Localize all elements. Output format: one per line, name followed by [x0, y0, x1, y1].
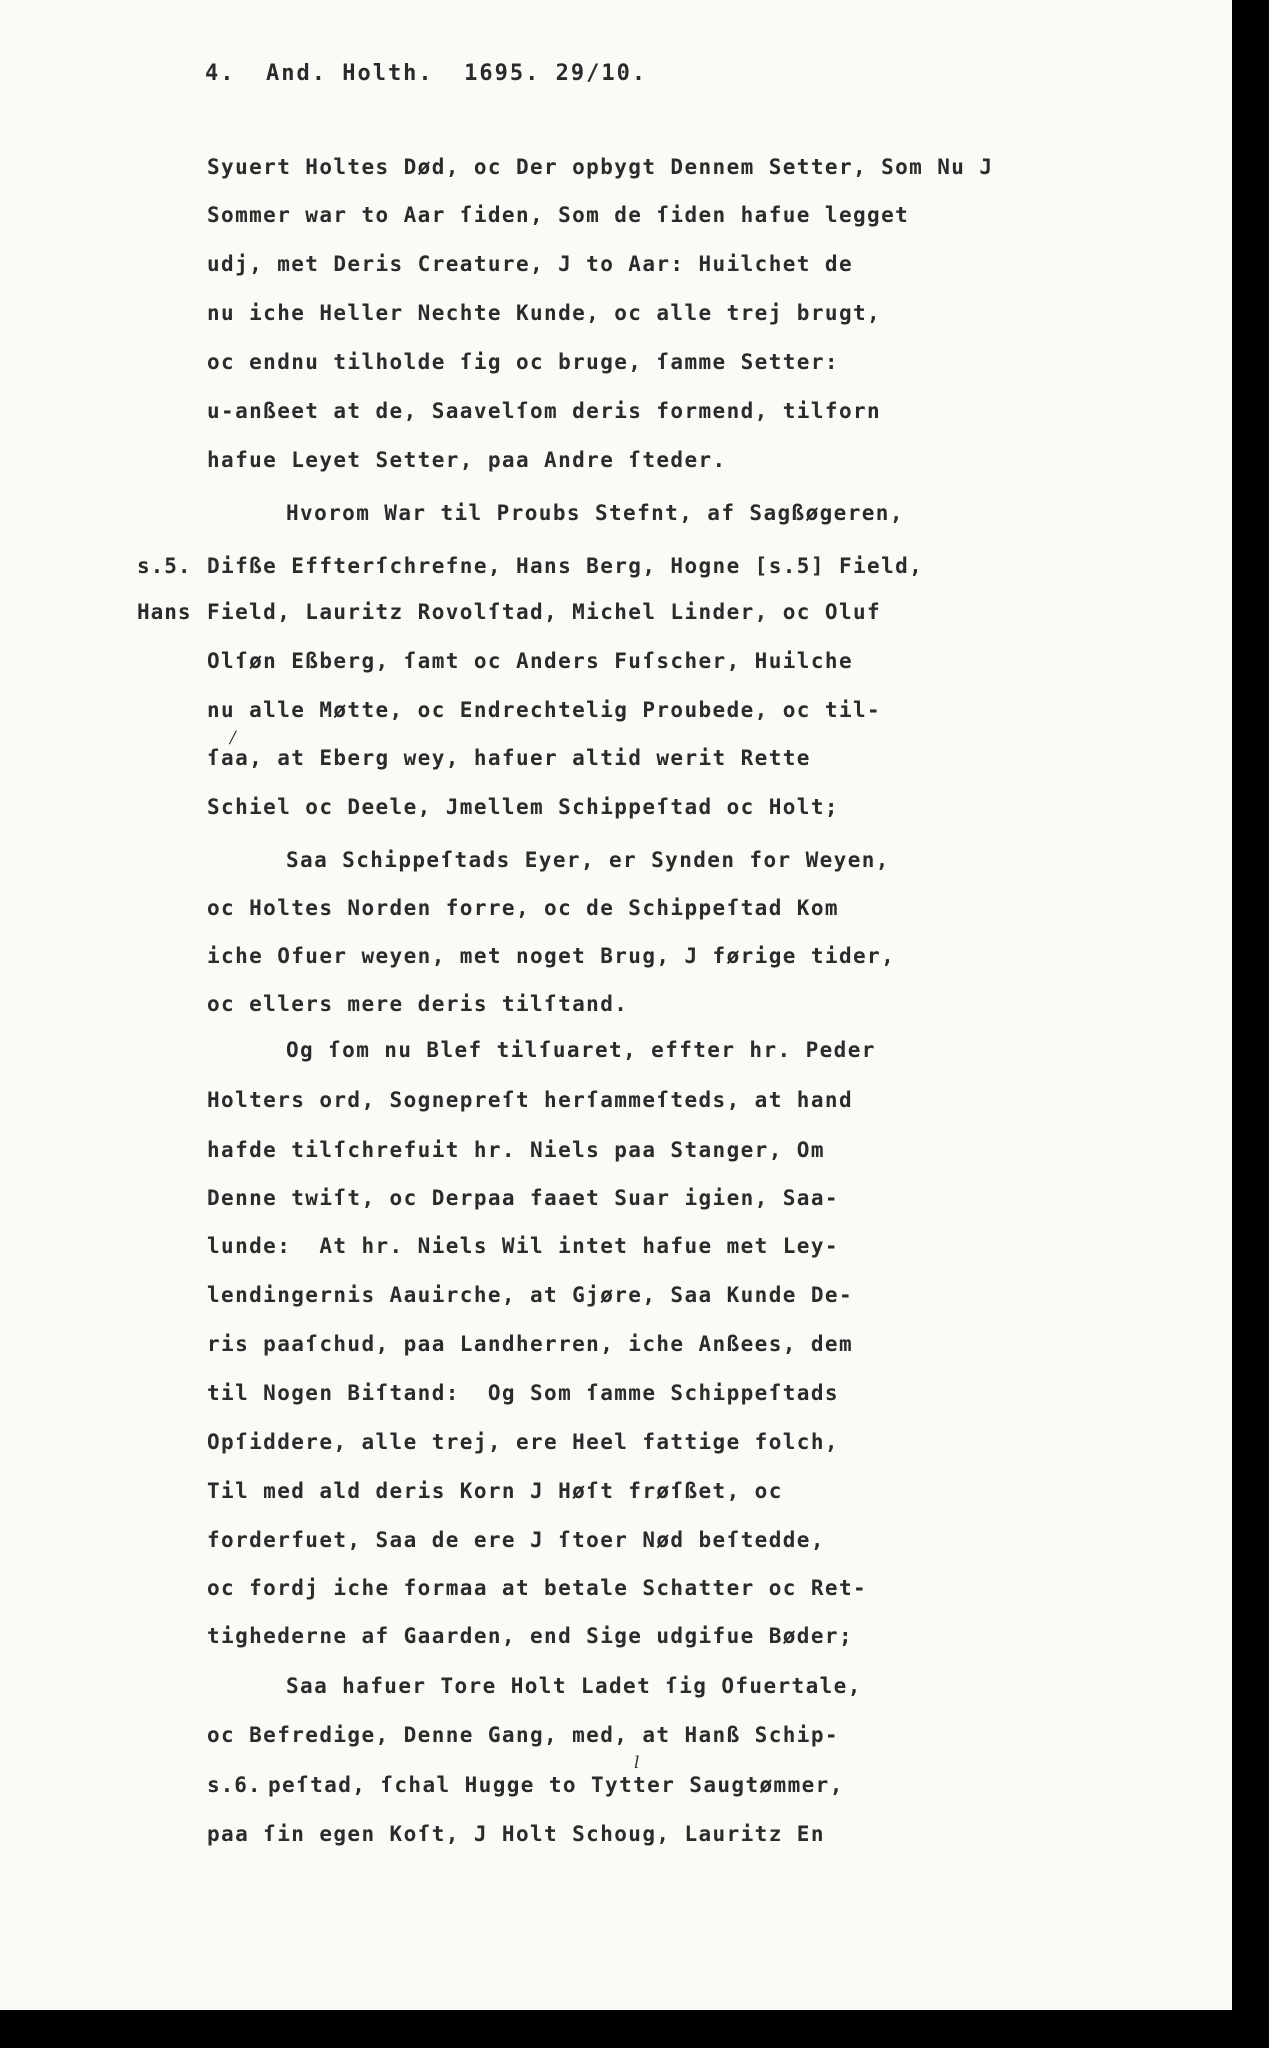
margin-note: s.5. [137, 554, 192, 578]
text-line: til Nogen Biſtand: Og Som ſamme Schippeſtads [207, 1381, 839, 1405]
text-line: u-anßeet at de, Saavelſom deris formend, tilforn [207, 399, 882, 423]
text-line: hafde tilſchrefuit hr. Niels paa Stanger, Om [207, 1138, 825, 1162]
handwritten-mark: / [230, 728, 236, 748]
text-line: Saa Schippeſtads Eyer, er Synden for Weyen, [286, 848, 890, 872]
text-line: oc fordj iche formaa at betale Schatter oc Ret- [207, 1576, 868, 1600]
text-line: udj, met Deris Creature, J to Aar: Huilchet de [207, 252, 853, 276]
text-line: Holters ord, Sognepreſt herſammeſteds, at hand [207, 1088, 853, 1112]
text-line: Saa hafuer Tore Holt Ladet ſig Ofuertale, [286, 1674, 862, 1698]
text-line: nu alle Møtte, oc Endrechtelig Proubede, oc til- [207, 698, 882, 722]
text-line: Difße Effterſchrefne, Hans Berg, Hogne [s.5] Field, [207, 554, 924, 578]
text-line: forderfuet, Saa de ere J ſtoer Nød beſtedde, [207, 1528, 825, 1552]
margin-note: s.6. [207, 1773, 262, 1797]
text-line: lendingernis Aauirche, at Gjøre, Saa Kunde De- [207, 1283, 853, 1307]
text-line: Sommer war to Aar ſiden, Som de ſiden hafue legget [207, 203, 910, 227]
text-line: lunde: At hr. Niels Wil intet hafue met Ley- [207, 1234, 839, 1258]
text-line: ſaa, at Eberg wey, hafuer altid werit Rette [207, 746, 811, 770]
text-line: hafue Leyet Setter, paa Andre ſteder. [207, 448, 727, 472]
text-line: tighederne af Gaarden, end Sige udgifue Bøder; [207, 1624, 853, 1648]
text-line: Schiel oc Deele, Jmellem Schippeſtad oc Holt; [207, 795, 839, 819]
text-line: Opſiddere, alle trej, ere Heel fattige folch, [207, 1430, 839, 1454]
text-line: ris paaſchud, paa Landherren, iche Anßees, dem [207, 1332, 853, 1356]
text-line: Og ſom nu Blef tilſuaret, effter hr. Peder [286, 1038, 876, 1062]
text-line: nu iche Heller Nechte Kunde, oc alle trej brugt, [207, 301, 882, 325]
handwritten-mark: l [634, 1753, 640, 1773]
text-line: Syuert Holtes Død, oc Der opbygt Dennem Setter, Som Nu J [207, 155, 994, 179]
text-line: Denne twiſt, oc Derpaa faaet Suar igien, Saa- [207, 1186, 839, 1210]
margin-note: Hans [137, 600, 192, 624]
text-line: oc Holtes Norden forre, oc de Schippeſtad Kom [207, 896, 839, 920]
text-line: Field, Lauritz Rovolſtad, Michel Linder, oc Oluf [207, 600, 882, 624]
scan-border-bottom [0, 2010, 1269, 2048]
text-line: oc endnu tilholde ſig oc bruge, ſamme Setter: [207, 350, 839, 374]
page-header: 4. And. Holth. 1695. 29/10. [205, 61, 648, 86]
text-line: Til med ald deris Korn J Høſt frøſßet, oc [207, 1479, 783, 1503]
text-line: peſtad, ſchal Hugge to Tytter Saugtømmer, [268, 1773, 844, 1797]
text-line: iche Ofuer weyen, met noget Brug, J førige tider, [207, 944, 896, 968]
text-line: paa ſin egen Koſt, J Holt Schoug, Lauritz En [207, 1822, 825, 1846]
text-line: Olſøn Eßberg, ſamt oc Anders Fuſscher, Huilche [207, 649, 853, 673]
scan-border-right [1232, 0, 1269, 2048]
text-line: oc Befredige, Denne Gang, med, at Hanß Schip- [207, 1723, 839, 1747]
text-line: Hvorom War til Proubs Stefnt, af Sagßøgeren, [286, 501, 904, 525]
text-line: oc ellers mere deris tilſtand. [207, 992, 629, 1016]
